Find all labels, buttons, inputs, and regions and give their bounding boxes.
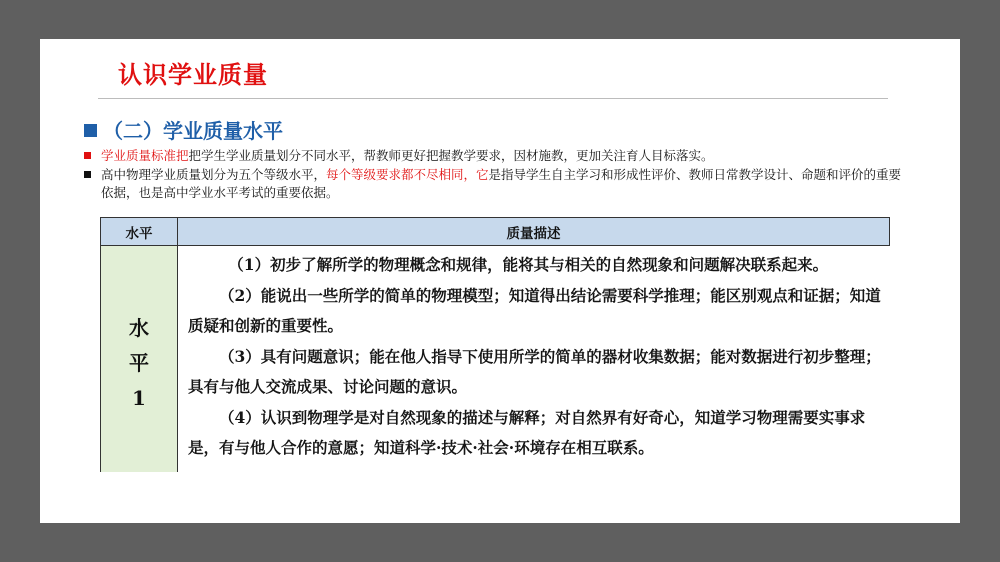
description-paragraph: （1）初步了解所学的物理概念和规律，能将其与相关的自然现象和问题解决联系起来。	[228, 255, 829, 274]
bullet-text	[101, 166, 904, 202]
header-description: 质量描述	[178, 218, 890, 246]
description-cell	[178, 246, 890, 472]
square-bullet-icon	[84, 152, 91, 159]
square-bullet-icon	[84, 124, 97, 137]
title-divider	[98, 98, 888, 99]
slide-title: 认识学业质量	[118, 61, 268, 89]
description-paragraph: （3）具有问题意识；能在他人指导下使用所学的简单的器材收集数据；能对数据进行初步整理；具有与他人交流成果、讨论问题的意识。	[188, 346, 881, 396]
table-header-row	[101, 218, 890, 246]
bullet-item-2	[84, 166, 904, 202]
bullet-text	[101, 147, 904, 165]
level-cell	[101, 246, 178, 472]
bullet-highlight: 每个等级要求都不尽相同，它	[326, 167, 489, 182]
quality-table	[100, 217, 890, 472]
slide	[40, 39, 960, 523]
table-row	[101, 246, 890, 472]
section-heading	[84, 115, 283, 144]
square-bullet-icon	[84, 171, 91, 178]
header-level: 水平	[101, 218, 178, 246]
level-number: 1	[132, 385, 146, 410]
bullet-item-1	[84, 147, 904, 165]
level-char: 水	[129, 315, 149, 340]
description-paragraph: （2）能说出一些所学的简单的物理模型；知道得出结论需要科学推理；能区别观点和证据；知道质疑和创新的重要性。	[188, 285, 881, 335]
level-char: 平	[129, 350, 149, 375]
bullet-body: 把学生学业质量划分不同水平，帮教师更好把握教学要求，因材施教，更加关注育人目标落实。	[188, 148, 714, 163]
bullet-highlight: 学业质量标准把	[101, 148, 189, 163]
bullet-body-before: 高中物理学业质量划分为五个等级水平，	[101, 167, 327, 182]
section-heading-text: （二）学业质量水平	[103, 119, 283, 143]
description-paragraph: （4）认识到物理学是对自然现象的描述与解释；对自然界有好奇心，知道学习物理需要实事求是，有与他人合作的意愿；知道科学·技术·社会·环境存在相互联系。	[188, 407, 866, 457]
bullet-body-after: 是指导学生自主学习和形成性评价、教师日常教学设计、命题和评价的重要依据，也是高中学业水平考试的重要依据。	[101, 167, 902, 200]
